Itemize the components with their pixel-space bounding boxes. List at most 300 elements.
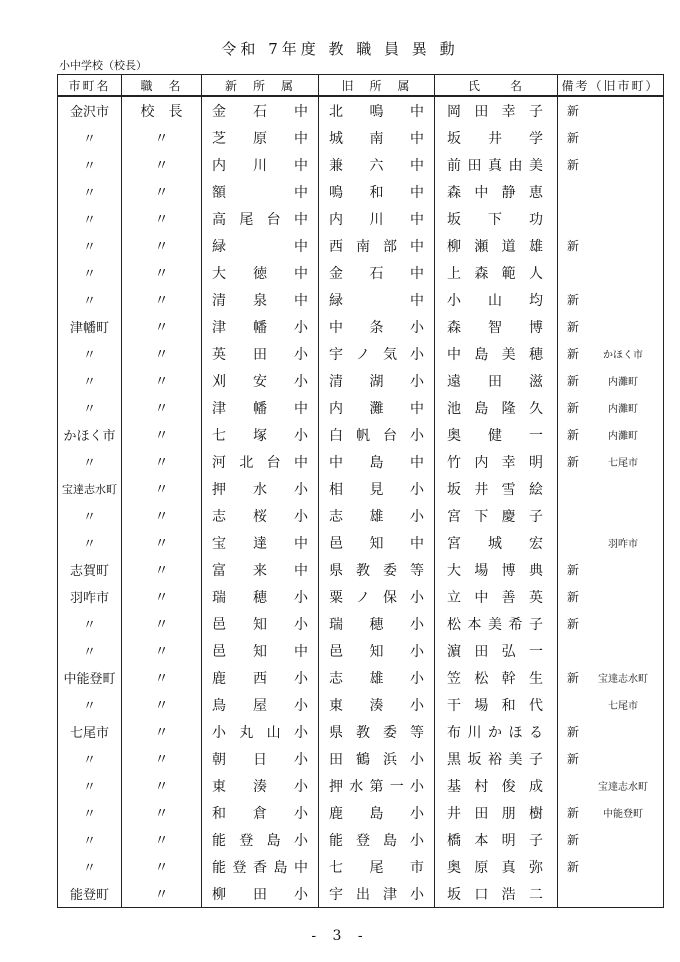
char-glyph: 能 (329, 832, 343, 849)
char-glyph: 人 (528, 265, 543, 282)
new-school-text (212, 263, 308, 283)
char-glyph: 徳 (253, 265, 267, 282)
cell-name (435, 394, 558, 421)
person-name-text (447, 317, 543, 337)
cell-note (558, 718, 664, 745)
char-glyph: 金 (212, 103, 226, 120)
char-glyph: 部 (383, 238, 397, 255)
new-mark: 新 (566, 320, 579, 334)
char-glyph: 美 (488, 616, 502, 633)
cell-position: 〃 (122, 313, 202, 340)
table-row (58, 340, 664, 367)
old-city-text: 内灘町 (608, 431, 638, 442)
new-mark: 新 (566, 428, 579, 442)
cell-city: 〃 (58, 745, 122, 772)
char-glyph: 二 (528, 886, 543, 903)
char-glyph: 中 (294, 103, 308, 120)
char-glyph: 台 (266, 454, 281, 471)
char-glyph: 尾 (369, 859, 384, 876)
old-school-text (329, 695, 424, 715)
old-school-text (329, 290, 424, 310)
char-glyph: 柳 (447, 238, 461, 255)
char-glyph: 雄 (528, 238, 543, 255)
char-glyph: 刈 (212, 373, 226, 390)
person-name-text (447, 884, 543, 904)
char-glyph: 奥 (447, 427, 461, 444)
section-label: 小中学校（校長） (59, 59, 147, 72)
char-glyph: 北 (329, 103, 343, 120)
cell-note (558, 205, 664, 232)
table-row (58, 691, 664, 718)
cell-old-school (319, 556, 435, 583)
char-glyph: 小 (294, 319, 308, 336)
person-name-text (447, 857, 543, 877)
cell-position: 〃 (122, 340, 202, 367)
char-glyph: 博 (501, 562, 516, 579)
old-school-text (329, 587, 424, 607)
table-row (58, 448, 664, 475)
cell-new-school (202, 205, 319, 232)
cell-city: 〃 (58, 394, 122, 421)
cell-note (558, 232, 664, 259)
char-glyph: 倉 (253, 805, 267, 822)
old-school-text (329, 371, 424, 391)
person-name-text (447, 830, 543, 850)
cell-position: 〃 (122, 475, 202, 502)
cell-city: 津幡町 (58, 313, 122, 340)
char-glyph: 浜 (383, 751, 397, 768)
cell-name (435, 313, 558, 340)
new-school-text (212, 101, 308, 121)
char-glyph: 桜 (253, 508, 267, 525)
cell-new-school (202, 178, 319, 205)
char-glyph: 雪 (501, 481, 516, 498)
char-glyph: 慶 (501, 508, 516, 525)
char-glyph: 功 (529, 211, 543, 228)
table-row (58, 745, 664, 772)
cell-name (435, 745, 558, 772)
cell-name (435, 367, 558, 394)
person-name-text (447, 236, 543, 256)
new-school-text (212, 290, 308, 310)
char-glyph: 小 (447, 292, 461, 309)
cell-name (435, 664, 558, 691)
table-row (58, 502, 664, 529)
person-name-text (447, 182, 543, 202)
char-glyph: 小 (294, 589, 308, 606)
cell-new-school (202, 448, 319, 475)
new-school-text (212, 641, 308, 661)
person-name-text (447, 209, 543, 229)
char-glyph: 緑 (329, 292, 343, 309)
table-row (58, 853, 664, 880)
cell-new-school (202, 232, 319, 259)
char-glyph: 塚 (253, 427, 267, 444)
char-glyph: 島 (369, 454, 384, 471)
new-mark: 新 (566, 752, 579, 766)
char-glyph: 絵 (528, 481, 543, 498)
char-glyph: 遠 (447, 373, 461, 390)
char-glyph: 小 (293, 832, 308, 849)
cell-note (558, 853, 664, 880)
cell-new-school (202, 853, 319, 880)
cell-position: 〃 (122, 556, 202, 583)
cell-position: 〃 (122, 178, 202, 205)
header-position: 職 名 (122, 75, 202, 97)
char-glyph: 恵 (528, 184, 543, 201)
char-glyph: 北 (239, 454, 254, 471)
char-glyph: 津 (212, 400, 226, 417)
new-mark: 新 (566, 860, 579, 874)
char-glyph: 小 (410, 346, 424, 363)
char-glyph: 希 (508, 616, 523, 633)
char-glyph: 水 (253, 481, 267, 498)
char-glyph: 上 (447, 265, 461, 282)
char-glyph: 河 (212, 454, 226, 471)
char-glyph: ノ (356, 589, 370, 606)
char-glyph: 宮 (447, 508, 461, 525)
cell-old-school (319, 394, 435, 421)
cell-old-school (319, 205, 435, 232)
char-glyph: 田 (474, 103, 489, 120)
char-glyph: 帆 (356, 427, 370, 444)
cell-name (435, 124, 558, 151)
char-glyph: 雄 (369, 670, 384, 687)
char-glyph: 学 (529, 130, 543, 147)
person-name-text (447, 128, 543, 148)
person-name-text (447, 695, 543, 715)
table-row (58, 205, 664, 232)
cell-city: 〃 (58, 232, 122, 259)
old-school-text (329, 506, 424, 526)
char-glyph: 台 (266, 211, 281, 228)
new-school-text (212, 155, 308, 175)
char-glyph: 弥 (528, 859, 543, 876)
person-name-text (447, 425, 543, 445)
char-glyph: 博 (529, 319, 543, 336)
char-glyph: 気 (383, 346, 397, 363)
char-glyph: 雄 (369, 508, 384, 525)
cell-position: 〃 (122, 448, 202, 475)
cell-old-school (319, 583, 435, 610)
cell-name (435, 799, 558, 826)
personnel-table (57, 74, 664, 908)
cell-new-school (202, 340, 319, 367)
char-glyph: 中 (294, 184, 308, 201)
char-glyph: 屋 (253, 697, 267, 714)
old-school-text (329, 668, 424, 688)
old-city-text: 中能登町 (603, 809, 643, 820)
char-glyph: 小 (293, 724, 308, 741)
cell-name (435, 880, 558, 908)
char-glyph: 中 (294, 157, 308, 174)
char-glyph: 小 (410, 886, 424, 903)
cell-city: 〃 (58, 259, 122, 286)
char-glyph: 中 (294, 238, 308, 255)
char-glyph: 山 (266, 724, 281, 741)
cell-city: 金沢市 (58, 96, 122, 124)
char-glyph: 典 (528, 562, 543, 579)
person-name-text (447, 155, 543, 175)
cell-new-school (202, 124, 319, 151)
char-glyph: 能 (212, 859, 226, 876)
char-glyph: 濵 (447, 643, 461, 660)
char-glyph: 久 (528, 400, 543, 417)
char-glyph: 穂 (528, 346, 543, 363)
cell-city: 〃 (58, 340, 122, 367)
char-glyph: 宏 (529, 535, 543, 552)
char-glyph: 丸 (239, 724, 254, 741)
new-school-text (212, 344, 308, 364)
old-school-text (329, 425, 424, 445)
char-glyph: 宮 (447, 535, 461, 552)
char-glyph: 一 (529, 427, 543, 444)
char-glyph: 内 (474, 454, 489, 471)
new-mark: 新 (566, 158, 579, 172)
char-glyph: 原 (474, 859, 489, 876)
cell-city: かほく市 (58, 421, 122, 448)
char-glyph: 明 (528, 454, 543, 471)
cell-new-school (202, 745, 319, 772)
new-school-text (212, 452, 308, 472)
char-glyph: 口 (474, 886, 489, 903)
old-school-text (329, 830, 424, 850)
char-glyph: 中 (294, 562, 308, 579)
new-school-text (212, 722, 308, 742)
old-city-text: 内灘町 (608, 404, 638, 415)
char-glyph: 鳴 (369, 103, 384, 120)
old-school-text (329, 155, 424, 175)
char-glyph: 登 (356, 832, 370, 849)
char-glyph: 中 (294, 643, 308, 660)
new-school-text (212, 209, 308, 229)
char-glyph: 奥 (447, 859, 461, 876)
old-city-text: 七尾市 (608, 701, 638, 712)
cell-old-school (319, 799, 435, 826)
cell-city: 〃 (58, 178, 122, 205)
char-glyph: 和 (212, 805, 226, 822)
char-glyph: 由 (508, 157, 523, 174)
cell-position: 〃 (122, 205, 202, 232)
char-glyph: 和 (501, 697, 516, 714)
cell-old-school (319, 367, 435, 394)
char-glyph: 小 (294, 778, 308, 795)
person-name-text (447, 371, 543, 391)
cell-position: 〃 (122, 772, 202, 799)
char-glyph: 森 (474, 265, 489, 282)
cell-new-school (202, 286, 319, 313)
char-glyph: 田 (467, 157, 482, 174)
char-glyph: 登 (239, 832, 254, 849)
new-mark: 新 (566, 617, 579, 631)
char-glyph: 生 (528, 670, 543, 687)
char-glyph: 第 (369, 778, 384, 795)
cell-position: 〃 (122, 259, 202, 286)
person-name-text (447, 776, 543, 796)
person-name-text (447, 641, 543, 661)
char-glyph: 大 (212, 265, 226, 282)
new-mark: 新 (566, 806, 579, 820)
char-glyph: 弘 (501, 643, 516, 660)
cell-new-school (202, 556, 319, 583)
old-school-text (329, 479, 424, 499)
char-glyph: 中 (329, 454, 343, 471)
char-glyph: 井 (488, 130, 502, 147)
char-glyph: 幸 (501, 103, 516, 120)
char-glyph: 干 (447, 697, 461, 714)
new-mark: 新 (566, 131, 579, 145)
cell-name (435, 691, 558, 718)
char-glyph: 額 (212, 184, 226, 201)
char-glyph: 芝 (212, 130, 226, 147)
new-mark: 新 (566, 347, 579, 361)
old-school-text (329, 128, 424, 148)
char-glyph: 田 (474, 805, 489, 822)
cell-city: 〃 (58, 691, 122, 718)
char-glyph: 水 (349, 778, 364, 795)
char-glyph: 小 (294, 373, 308, 390)
cell-city: 〃 (58, 367, 122, 394)
char-glyph: 白 (329, 427, 343, 444)
char-glyph: 小 (410, 778, 424, 795)
new-school-text (212, 884, 308, 904)
cell-note (558, 556, 664, 583)
char-glyph: 前 (447, 157, 461, 174)
char-glyph: 静 (501, 184, 516, 201)
table-row (58, 772, 664, 799)
cell-note (558, 286, 664, 313)
char-glyph: 一 (528, 643, 543, 660)
cell-note (558, 583, 664, 610)
cell-old-school (319, 664, 435, 691)
char-glyph: 穂 (253, 589, 267, 606)
char-glyph: 山 (488, 292, 502, 309)
old-school-text (329, 884, 424, 904)
cell-position: 〃 (122, 826, 202, 853)
cell-new-school (202, 151, 319, 178)
cell-new-school (202, 367, 319, 394)
cell-new-school (202, 394, 319, 421)
char-glyph: 村 (474, 778, 489, 795)
char-glyph: 下 (474, 508, 489, 525)
cell-name (435, 826, 558, 853)
new-school-text (212, 749, 308, 769)
cell-city: 〃 (58, 502, 122, 529)
char-glyph: 幹 (501, 670, 516, 687)
char-glyph: 津 (212, 319, 226, 336)
char-glyph: 島 (273, 859, 288, 876)
char-glyph: 中 (410, 184, 424, 201)
char-glyph: 森 (447, 184, 461, 201)
table-row (58, 313, 664, 340)
char-glyph: 橋 (447, 832, 461, 849)
char-glyph: 内 (329, 400, 343, 417)
cell-old-school (319, 826, 435, 853)
cell-name (435, 475, 558, 502)
table-row (58, 799, 664, 826)
person-name-text (447, 344, 543, 364)
char-glyph: 台 (383, 427, 397, 444)
char-glyph: 小 (294, 697, 308, 714)
char-glyph: 南 (356, 238, 370, 255)
new-school-text (212, 560, 308, 580)
cell-city: 宝達志水町 (58, 475, 122, 502)
char-glyph: 池 (447, 400, 461, 417)
char-glyph: 知 (253, 643, 267, 660)
cell-note (558, 637, 664, 664)
char-glyph: 子 (528, 103, 543, 120)
new-school-text (212, 776, 308, 796)
char-glyph: 富 (212, 562, 226, 579)
person-name-text (447, 101, 543, 121)
cell-old-school (319, 610, 435, 637)
char-glyph: 黒 (447, 751, 461, 768)
cell-city: 〃 (58, 286, 122, 313)
cell-new-school (202, 583, 319, 610)
table-row (58, 583, 664, 610)
cell-name (435, 178, 558, 205)
char-glyph: 中 (410, 157, 424, 174)
table-row (58, 151, 664, 178)
table-row (58, 610, 664, 637)
cell-note (558, 394, 664, 421)
char-glyph: 小 (410, 670, 424, 687)
char-glyph: 内 (212, 157, 226, 174)
char-glyph: 英 (528, 589, 543, 606)
char-glyph: 俊 (501, 778, 516, 795)
cell-city: 〃 (58, 124, 122, 151)
cell-note (558, 664, 664, 691)
char-glyph: 滋 (529, 373, 543, 390)
char-glyph: 中 (410, 103, 424, 120)
cell-city: 能登町 (58, 880, 122, 908)
char-glyph: 英 (212, 346, 226, 363)
char-glyph: 尾 (239, 211, 254, 228)
new-school-text (212, 803, 308, 823)
new-school-text (212, 668, 308, 688)
cell-name (435, 772, 558, 799)
cell-position: 校 長 (122, 96, 202, 124)
char-glyph: 委 (383, 562, 397, 579)
char-glyph: 中 (410, 130, 424, 147)
char-glyph: 小 (294, 427, 308, 444)
char-glyph: 美 (501, 346, 516, 363)
cell-old-school (319, 232, 435, 259)
table-row (58, 475, 664, 502)
new-school-text (212, 830, 308, 850)
cell-position: 〃 (122, 718, 202, 745)
table-row (58, 178, 664, 205)
char-glyph: 和 (369, 184, 384, 201)
cell-old-school (319, 691, 435, 718)
cell-new-school (202, 475, 319, 502)
char-glyph: 笠 (447, 670, 461, 687)
new-school-text (212, 398, 308, 418)
char-glyph: 市 (410, 859, 424, 876)
cell-city: 〃 (58, 205, 122, 232)
char-glyph: 知 (369, 535, 384, 552)
old-school-text (329, 776, 424, 796)
char-glyph: 城 (488, 535, 502, 552)
new-school-text (212, 587, 308, 607)
char-glyph: 相 (329, 481, 343, 498)
char-glyph: 小 (410, 751, 424, 768)
header-name: 氏 名 (435, 75, 558, 97)
char-glyph: 安 (253, 373, 267, 390)
new-mark: 新 (566, 401, 579, 415)
cell-note (558, 421, 664, 448)
new-school-text (212, 371, 308, 391)
